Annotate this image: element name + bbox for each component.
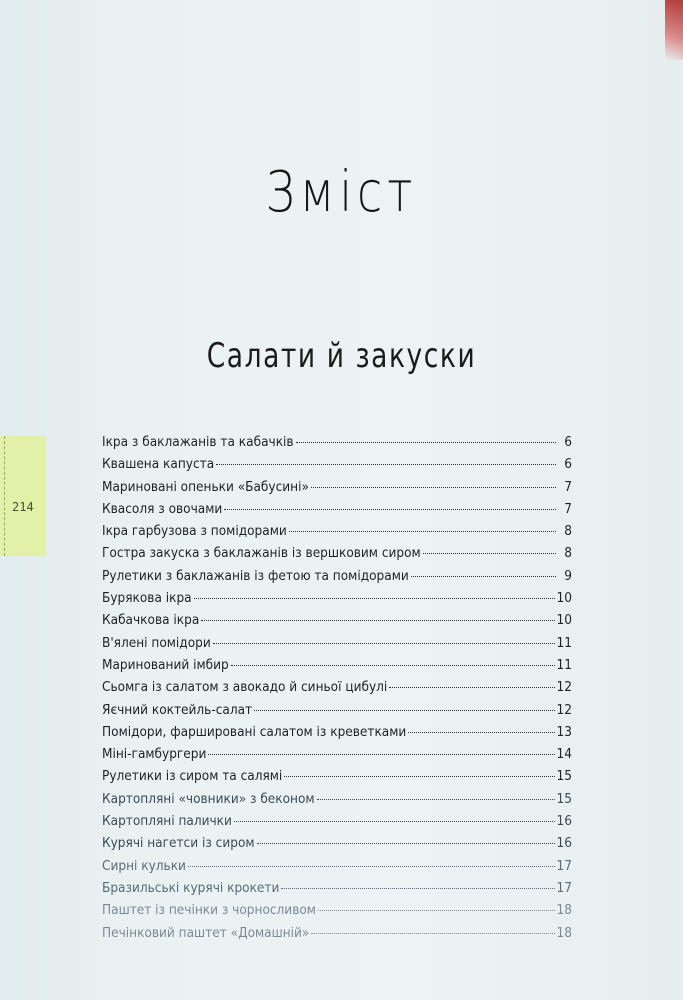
dot-leader: [317, 799, 555, 800]
toc-entry-page: 6: [564, 456, 572, 473]
toc-entry-label: Квашена капуста: [102, 456, 215, 473]
toc-entry-page: 6: [564, 434, 572, 450]
toc-entry[interactable]: [102, 746, 572, 768]
toc-entry[interactable]: [102, 612, 572, 634]
dot-leader: [257, 843, 555, 844]
dot-leader: [234, 821, 555, 822]
toc-entry-page: 7: [564, 500, 572, 517]
toc-entry-page: 10: [556, 590, 572, 607]
toc-entry[interactable]: [102, 545, 572, 567]
dot-leader: [224, 509, 556, 510]
toc-entry[interactable]: [102, 880, 572, 902]
dot-leader: [231, 665, 555, 666]
toc-entry-page: 18: [556, 924, 572, 941]
dot-leader: [311, 487, 556, 488]
toc-entry[interactable]: [102, 657, 572, 679]
toc-entry-page: 17: [556, 857, 572, 874]
toc-entry-page: 12: [556, 701, 572, 718]
toc-entry-page: 17: [556, 879, 572, 896]
toc-entry[interactable]: [102, 902, 572, 924]
dot-leader: [289, 531, 556, 532]
page-number: 214: [12, 500, 34, 514]
toc-entry-label: Помідори, фаршировані салатом із креветками: [102, 723, 407, 740]
toc-entry-page: 11: [556, 656, 572, 673]
section-title: Салати й закуски: [206, 336, 477, 376]
toc-entry[interactable]: [102, 479, 572, 501]
toc-entry-label: Бурякова ікра: [102, 590, 192, 607]
dot-leader: [389, 687, 554, 688]
toc-entry[interactable]: [102, 813, 572, 835]
toc-entry[interactable]: [102, 702, 572, 724]
dot-leader: [213, 643, 555, 644]
toc-entry[interactable]: [102, 635, 572, 657]
toc-entry-label: Яєчний коктейль-салат: [102, 701, 253, 718]
table-of-contents: [102, 434, 572, 947]
toc-entry[interactable]: [102, 679, 572, 701]
toc-entry-label: Бразильські курячі крокети: [102, 879, 280, 896]
dot-leader: [216, 464, 556, 465]
toc-entry-page: 18: [556, 902, 572, 919]
dot-leader: [194, 598, 555, 599]
toc-entry[interactable]: [102, 768, 572, 790]
toc-entry-label: Курячі нагетси із сиром: [102, 835, 255, 852]
toc-entry-label: Міні-гамбургери: [102, 746, 207, 763]
toc-entry-label: Паштет із печінки з чорносливом: [102, 902, 316, 919]
toc-entry[interactable]: [102, 501, 572, 523]
dot-leader: [254, 710, 554, 711]
toc-entry-label: Маринований імбир: [102, 656, 229, 673]
toc-entry-label: Картопляні палички: [102, 813, 232, 830]
toc-entry-page: 10: [556, 612, 572, 629]
dot-leader: [296, 442, 556, 443]
toc-entry-page: 7: [564, 478, 572, 495]
toc-entry-page: 15: [556, 790, 572, 807]
toc-entry-label: Печінковий паштет «Домашній»: [102, 924, 310, 941]
toc-entry-label: Квасоля з овочами: [102, 500, 223, 517]
toc-entry-label: Рулетики із сиром та салямі: [102, 768, 283, 785]
toc-entry-label: В'ялені помідори: [102, 634, 211, 651]
dot-leader: [423, 553, 556, 554]
toc-entry[interactable]: [102, 791, 572, 813]
toc-entry-label: Ікра гарбузова з помідорами: [102, 523, 287, 540]
toc-entry-label: Ікра з баклажанів та кабачків: [102, 434, 294, 450]
dot-leader: [208, 754, 554, 755]
toc-entry[interactable]: [102, 523, 572, 545]
toc-entry-page: 13: [556, 723, 572, 740]
toc-entry-label: Сирні кульки: [102, 857, 186, 874]
toc-entry-page: 15: [556, 768, 572, 785]
toc-entry[interactable]: [102, 724, 572, 746]
toc-entry[interactable]: [102, 456, 572, 478]
toc-entry[interactable]: [102, 858, 572, 880]
toc-entry-page: 8: [564, 523, 572, 540]
dot-leader: [284, 776, 554, 777]
dot-leader: [311, 933, 554, 934]
toc-entry-label: Рулетики з баклажанів із фетою та помідорами: [102, 567, 409, 584]
dot-leader: [281, 888, 554, 889]
toc-entry-label: Гостра закуска з баклажанів із вершковим сиром: [102, 545, 421, 562]
toc-entry-label: Мариновані опеньки «Бабусині»: [102, 478, 309, 495]
toc-entry[interactable]: [102, 590, 572, 612]
toc-entry[interactable]: [102, 434, 572, 456]
cover-edge-decoration: [665, 0, 683, 60]
toc-entry[interactable]: [102, 925, 572, 947]
toc-entry-page: 11: [556, 634, 572, 651]
toc-entry-label: Кабачкова ікра: [102, 612, 200, 629]
toc-entry-page: 9: [564, 567, 572, 584]
toc-entry-page: 14: [556, 746, 572, 763]
dot-leader: [201, 620, 554, 621]
side-tab: [0, 436, 46, 556]
page-title: Зміст: [265, 160, 418, 225]
dot-leader: [318, 910, 555, 911]
dot-leader: [408, 732, 554, 733]
tab-dashed-line: [4, 436, 6, 556]
dot-leader: [188, 866, 555, 867]
toc-entry-page: 12: [556, 679, 572, 696]
toc-entry-page: 16: [556, 835, 572, 852]
toc-entry[interactable]: [102, 568, 572, 590]
toc-entry[interactable]: [102, 835, 572, 857]
toc-entry-label: Картопляні «човники» з беконом: [102, 790, 315, 807]
toc-entry-label: Сьомга із салатом з авокадо й синьої цибулі: [102, 679, 388, 696]
dot-leader: [411, 576, 556, 577]
toc-entry-page: 8: [564, 545, 572, 562]
toc-entry-page: 16: [556, 813, 572, 830]
